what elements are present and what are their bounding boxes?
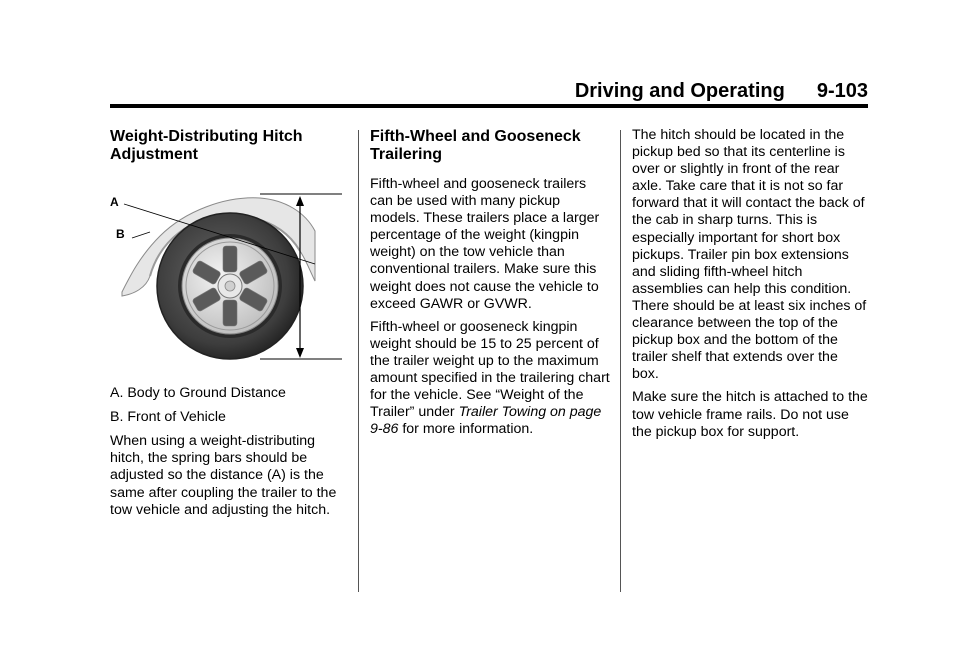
cross-reference-link[interactable]: Trailer Towing on page 9‑86 bbox=[370, 404, 602, 438]
section-title: Driving and Operating bbox=[574, 80, 785, 102]
fifth-wheel-paragraph-1: Fifth-wheel and gooseneck trailers can be used with many pickup models. These trailers place a larger percentage of the weight (kingpin weight) on the tow vehicle than conventional trailers. Make sure this weight does not cause the vehicle to exceed GAWR or GVWR. bbox=[370, 176, 600, 312]
tire-diagram bbox=[110, 176, 346, 366]
fifth-wheel-paragraph-2 bbox=[370, 319, 610, 439]
column-1 bbox=[110, 128, 346, 525]
column-divider-2 bbox=[620, 130, 621, 592]
figure-label-a: A bbox=[110, 195, 119, 209]
column-3 bbox=[632, 127, 868, 447]
paragraph-text: for more information. bbox=[398, 421, 534, 438]
hitch-location-paragraph: The hitch should be located in the pickup bed so that its centerline is over or slightly in front of the rear axle. Take care that it is not so far forward that it will contact the back of the cab in sharp turns. This is especially important for short box pickups. Trailer pin box extensions and sliding fifth-wheel hitch assemblies can help this condition. There should be at least six inches of clearance between the top of the pickup box and the bottom of the trailer shelf that extends over the box. bbox=[632, 127, 867, 383]
column-divider-1 bbox=[358, 130, 359, 592]
hitch-adjustment-paragraph: When using a weight-distributing hitch, the spring bars should be adjusted so the distance (A) is the same after coupling the trailer to the tow vehicle and adjusting the hitch. bbox=[110, 433, 337, 518]
page-header bbox=[575, 80, 868, 103]
header-rule bbox=[110, 104, 868, 108]
page-number: 9-103 bbox=[816, 80, 868, 102]
section-heading-hitch-adjustment: Weight-Distributing Hitch Adjustment bbox=[110, 128, 303, 163]
caption-b: B. Front of Vehicle bbox=[110, 409, 226, 426]
hitch-attachment-paragraph: Make sure the hitch is attached to the tow vehicle frame rails. Do not use the pickup box for support. bbox=[632, 389, 868, 440]
paragraph-text: Fifth-wheel or gooseneck kingpin weight should be 15 to 25 percent of the trailer weight up to the maximum amount specified in the trailering chart for the vehicle. See “Weight of the Trailer” under bbox=[370, 318, 610, 421]
caption-a: A. Body to Ground Distance bbox=[110, 385, 286, 402]
column-2 bbox=[370, 128, 610, 444]
figure-label-b: B bbox=[116, 227, 125, 241]
section-heading-fifth-wheel: Fifth-Wheel and Gooseneck Trailering bbox=[370, 128, 581, 163]
